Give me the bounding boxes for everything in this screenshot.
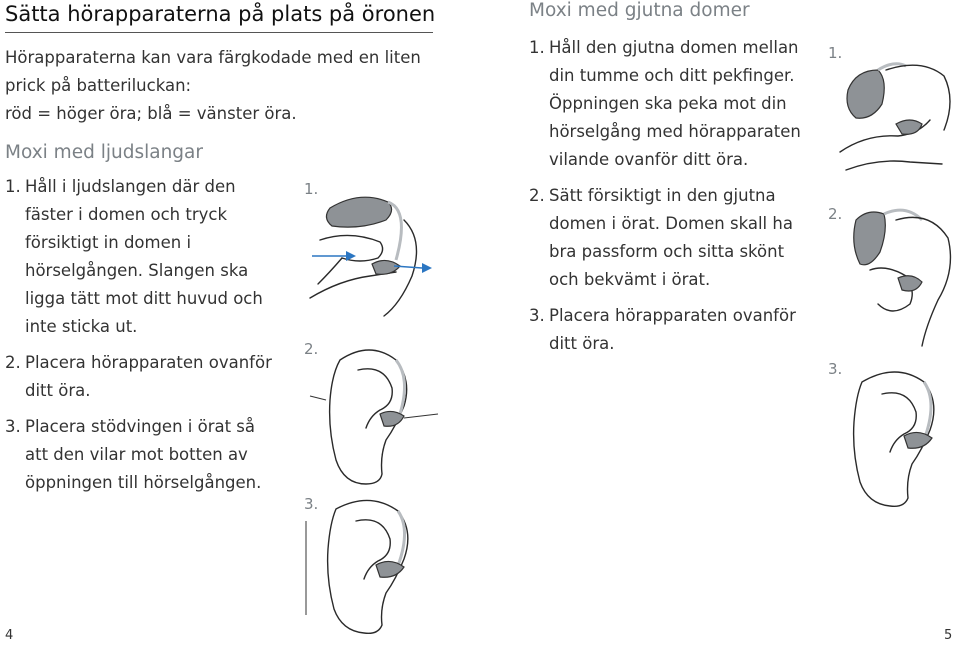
step-line: ditt öra. [25,381,91,400]
step-line: ditt öra. [549,334,615,353]
step-line: Placera stödvingen i örat så [25,417,256,436]
step-number: 3. [5,417,21,436]
step-line: att den vilar mot botten av [25,445,248,464]
step-number: 1. [5,177,21,196]
instruction-list-left [5,173,295,497]
step-line: ligga tätt mot ditt huvud och [25,289,263,308]
step-number: 3. [529,306,545,325]
figure-label: 3. [304,495,319,513]
step-number: 2. [5,353,21,372]
page-number: 5 [944,628,953,643]
ear-with-hearing-aid-icon [300,340,440,490]
list-item [529,34,829,174]
step-line: hörselgång med hörapparaten [549,122,801,141]
figure-label: 1. [304,180,319,198]
ear-with-retention-wing-icon [300,495,440,635]
hand-inserting-dome-icon [300,180,440,330]
figure-label: 2. [828,205,843,223]
title-divider [5,32,433,33]
ear-with-molded-dome-icon [826,360,956,510]
step-line: Placera hörapparaten ovanför [25,353,272,372]
section-title-molded: Moxi med gjutna domer [529,0,750,21]
step-line: Håll i ljudslangen där den [25,177,236,196]
step-line: Sätt försiktigt in den gjutna [549,186,776,205]
section-title-tubes: Moxi med ljudslangar [5,142,203,163]
list-item [5,349,295,405]
figure-label: 2. [304,340,319,358]
figure-label: 1. [828,44,843,62]
step-line: domen i örat. Domen skall ha [549,214,793,233]
spacer [5,405,295,413]
step-number: 1. [529,38,545,57]
step-line: Placera hörapparaten ovanför [549,306,796,325]
spacer [529,174,829,182]
figure-label: 3. [828,360,843,378]
page-number: 4 [5,628,14,643]
list-item [529,302,829,358]
step-line: hörselgången. Slangen ska [25,261,249,280]
spacer [529,294,829,302]
step-line: försiktigt in domen i [25,233,192,252]
intro-line: röd = höger öra; blå = vänster öra. [5,104,297,123]
step-line: inte sticka ut. [25,317,138,336]
step-line: och bekvämt i örat. [549,270,711,289]
list-item [529,182,829,294]
instruction-list-right [529,34,829,358]
spacer [5,341,295,349]
list-item [5,173,295,341]
page-title: Sätta hörapparaterna på plats på öronen [5,2,436,26]
ear-inserting-molded-dome-icon [826,200,956,350]
step-line: Öppningen ska peka mot din [549,94,787,113]
step-line: öppningen till hörselgången. [25,473,262,492]
hand-holding-molded-dome-icon [826,40,956,190]
step-number: 2. [529,186,545,205]
intro-text [5,44,425,128]
step-line: fäster i domen och tryck [25,205,228,224]
step-line: vilande ovanför ditt öra. [549,150,749,169]
step-line: Håll den gjutna domen mellan [549,38,799,57]
list-item [5,413,295,497]
step-line: din tumme och ditt pekfinger. [549,66,795,85]
intro-line: prick på batteriluckan: [5,76,192,95]
intro-line: Hörapparaterna kan vara färgkodade med en liten [5,48,421,67]
step-line: bra passform och sitta skönt [549,242,785,261]
